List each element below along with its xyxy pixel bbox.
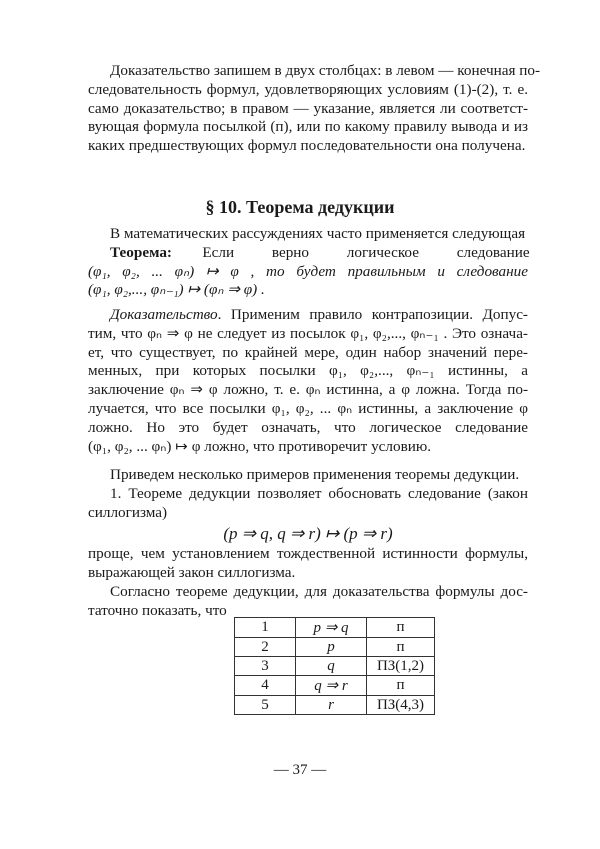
step-number-cell: 4 bbox=[235, 676, 296, 696]
formula-cell: q bbox=[296, 657, 367, 676]
section-heading: § 10. Теорема дедукции bbox=[205, 197, 395, 217]
text-line: выражающей закон силлогизма. bbox=[88, 564, 296, 582]
proof-line bbox=[88, 306, 528, 325]
text-line: вующая формула посылкой (п), или по какому правилу вывода и из bbox=[88, 118, 528, 136]
justification-cell: п bbox=[367, 618, 435, 638]
intro-paragraph bbox=[88, 62, 541, 156]
text-line: тим, что φₙ ⇒ φ не следует из посылок φ₁, φ₂,..., φₙ₋₁ . Это означа- bbox=[88, 324, 528, 342]
text-line: проще, чем установлением тождественной истинности формулы, bbox=[88, 545, 528, 563]
justification-cell: ПЗ(1,2) bbox=[367, 657, 435, 676]
proof-paragraph bbox=[88, 306, 528, 456]
text-line: Доказательство запишем в двух столбцах: в левом — конечная по- bbox=[110, 62, 541, 79]
text-line: лучается, что все посылки φ₁, φ₂, ... φₙ истинны, а заключение φ bbox=[88, 399, 528, 417]
step-number-cell: 3 bbox=[235, 657, 296, 676]
syllogism-formula: (p ⇒ q, q ⇒ r) ↦ (p ⇒ r) bbox=[223, 524, 393, 544]
theorem-paragraph bbox=[88, 225, 528, 300]
table-row bbox=[235, 696, 435, 715]
step-number-cell: 1 bbox=[235, 618, 296, 638]
text-line: менных, при которых посылки φ₁, φ₂,..., φₙ₋₁ истинны, а bbox=[88, 362, 528, 380]
examples-paragraph bbox=[88, 466, 528, 621]
formula-cell: r bbox=[296, 696, 367, 715]
formula-cell: q ⇒ r bbox=[296, 676, 367, 696]
math-line: (φ₁, φ₂,..., φₙ₋₁) ↦ (φₙ ⇒ φ) . bbox=[88, 281, 265, 299]
table-row bbox=[235, 638, 435, 657]
text-line: заключение φₙ ⇒ φ ложно, т. е. φₙ истинна, а φ ложна. Тогда по- bbox=[88, 381, 528, 399]
theorem-line bbox=[88, 244, 528, 263]
table-row bbox=[235, 618, 435, 638]
formula-cell: p bbox=[296, 638, 367, 657]
step-number-cell: 5 bbox=[235, 696, 296, 715]
proof-label: Доказательство bbox=[110, 306, 218, 323]
text-line: Согласно теореме дедукции, для доказательства формулы дос- bbox=[110, 582, 528, 600]
text-line: ет, что существует, по крайней мере, один набор значений пере- bbox=[88, 343, 528, 361]
text-line: 1. Теореме дедукции позволяет обосновать следование (закон bbox=[110, 484, 528, 502]
text-line: само доказательство; в правом — указание, является ли соответст- bbox=[88, 99, 528, 117]
table-row bbox=[235, 657, 435, 676]
page-number: — 37 — bbox=[273, 762, 327, 778]
text-line: таточно показать, что bbox=[88, 601, 227, 619]
text-line: Приведем несколько примеров применения теоремы дедукции. bbox=[110, 466, 520, 483]
theorem-label: Теорема: bbox=[110, 243, 172, 261]
text-line: ложно. Но это будет означать, что логическое следование bbox=[88, 418, 528, 436]
text-line: силлогизма) bbox=[88, 503, 168, 521]
justification-cell: ПЗ(4,3) bbox=[367, 696, 435, 715]
text-line: (φ₁, φ₂, ... φₙ) ↦ φ ложно, что противоречит условию. bbox=[88, 437, 432, 455]
text-line: каких предшествующих формул последовательности она получена. bbox=[88, 137, 526, 155]
math-line: (φ₁, φ₂, ... φₙ) ↦ φ , то будет правильным и следование bbox=[88, 262, 528, 280]
justification-cell: п bbox=[367, 638, 435, 657]
justification-cell: п bbox=[367, 676, 435, 696]
formula-cell: p ⇒ q bbox=[296, 618, 367, 638]
text-line: следовательность формул, удовлетворяющих условиям (1)-(2), т. е. bbox=[88, 80, 528, 98]
text-span: . Применим правило контрапозиции. Допус- bbox=[217, 306, 528, 323]
step-number-cell: 2 bbox=[235, 638, 296, 657]
table-row bbox=[235, 676, 435, 696]
text-span: Если верно логическое следование bbox=[202, 243, 530, 261]
text-line: В математических рассуждениях часто применяется следующая bbox=[110, 225, 526, 242]
proof-table bbox=[234, 617, 435, 715]
